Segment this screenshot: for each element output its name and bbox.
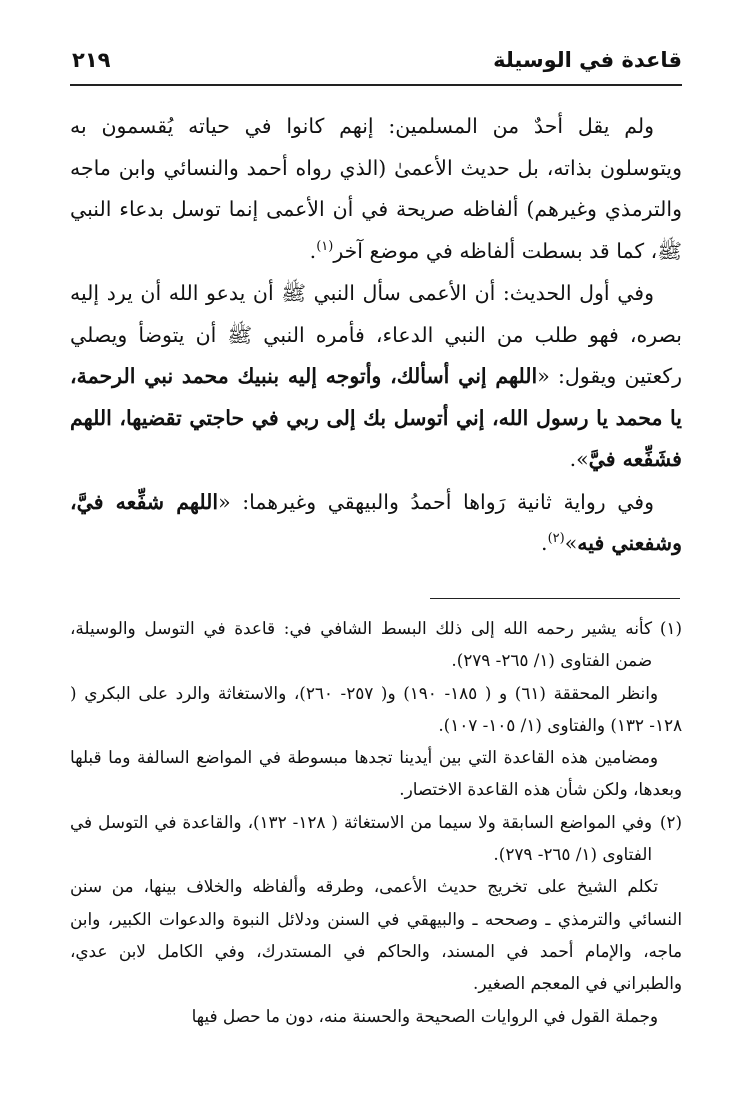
paragraph-1-text: ولم يقل أحدٌ من المسلمين: إنهم كانوا في حياته يُقسمون به ويتوسلون بذاته، بل حديث الأعمىٰ (الذي رواه أحمد والنسائي وابن ماجه والترمذي وغيرهم) ألفاظه صريحة في أن الأعمى إنما توسل بدعاء النبي ﷺ، كما قد بسطت ألفاظه في موضع آخر [70, 114, 682, 263]
footnote-1-text: كأنه يشير رحمه الله إلى ذلك البسط الشافي في: قاعدة في التوسل والوسيلة، ضمن الفتاوى (١/ ٢٦٥- ٢٧٩). [70, 618, 652, 671]
main-text [70, 106, 682, 566]
quoted-prayer-2: اللهم شفِّعه فيَّ، وشفعني فيه [70, 489, 682, 555]
page-header [70, 44, 682, 80]
footnote-1 [70, 612, 682, 677]
footnotes [70, 612, 682, 1032]
paragraph-1 [70, 106, 682, 272]
paragraph-2 [70, 273, 682, 481]
page-number: ٢١٩ [72, 48, 111, 72]
footnote-ref-2[interactable]: (٢) [547, 531, 565, 547]
footnote-1-para-2: وانظر المحققة (٦١) و ( ١٨٥- ١٩٠) و( ٢٥٧- ٢٦٠)، والاستغاثة والرد على البكري ( ١٢٨- ١٣٢) والفتاوى (١/ ١٠٥- ١٠٧). [70, 682, 682, 735]
paragraph-1-end: . [309, 238, 317, 263]
paragraph-3-close: » [564, 531, 578, 555]
footnote-2-para-2: تكلم الشيخ على تخريج حديث الأعمى، وطرقه وألفاظه والخلاف بينها، من سنن النسائي والترمذي ـ وصححه ـ والبيهقي في السنن ودلائل النبوة والدعوات الكبير، وابن ماجه، والإمام أحمد في المسند، والحاكم في المستدرك، وفي الكامل لابن عدي، والطبراني في المعجم الصغير. [70, 876, 682, 994]
footnote-2-para-3: وجملة القول في الروايات الصحيحة والحسنة منه، دون ما حصل فيها [191, 1005, 658, 1026]
footnote-1-number: (١) [659, 618, 682, 638]
paragraph-2-text: وفي أول الحديث: أن الأعمى سأل النبي ﷺ أن يدعو الله أن يرد إليه بصره، فهو طلب من النبي الدعاء، فأمره النبي ﷺ أن يتوضأ ويصلي ركعتين ويقول: « [70, 281, 682, 388]
paragraph-3-text: وفي رواية ثانية رَواها أحمدُ والبيهقي وغيرهما: « [218, 489, 654, 514]
header-rule [70, 84, 682, 86]
footnote-2-text: وفي المواضع السابقة ولا سيما من الاستغاثة ( ١٢٨- ١٣٢)، والقاعدة في التوسل في الفتاوى (١/ ٢٦٥- ٢٧٩). [70, 811, 652, 865]
footnote-2 [70, 806, 682, 871]
running-title: قاعدة في الوسيلة [493, 48, 682, 72]
footnote-ref-1[interactable]: (١) [316, 238, 334, 254]
paragraph-2-end: ». [569, 447, 589, 471]
footnote-separator [430, 598, 680, 599]
footnote-2-number: (٢) [659, 811, 682, 832]
footnote-1-para-3: ومضامين هذه القاعدة التي بين أيدينا تجدها مبسوطة في المواضع السالفة وما قبلها وبعدها، ولكن شأن هذه القاعدة الاختصار. [70, 747, 682, 800]
quoted-prayer: اللهم إني أسألك، وأتوجه إليه بنبيك محمد نبي الرحمة، يا محمد يا رسول الله، إني أتوسل بك إلى ربي في حاجتي تقضيها، اللهم فشَفِّعه فيَّ [70, 364, 682, 471]
paragraph-3 [70, 482, 682, 565]
paragraph-3-end: . [541, 531, 548, 555]
